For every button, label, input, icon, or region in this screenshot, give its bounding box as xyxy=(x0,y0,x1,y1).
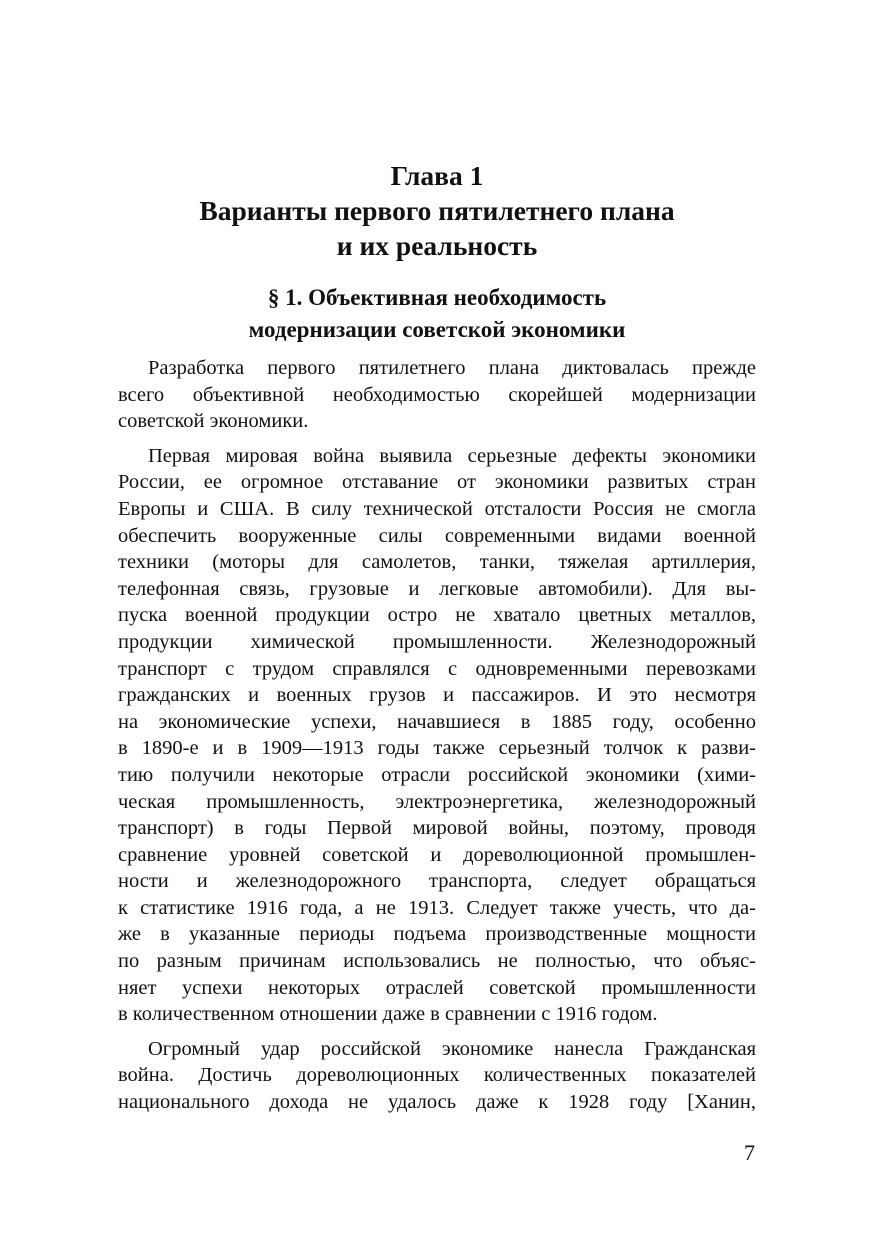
paragraph xyxy=(118,1036,756,1116)
paragraph-line: по разным причинам использовались не полностью, что объяс- xyxy=(118,950,756,973)
paragraph-line: к статистике 1916 года, а не 1913. Следует также учесть, что да- xyxy=(118,896,756,919)
paragraph-line: же в указанные периоды подъема производственные мощности xyxy=(118,923,756,946)
paragraph-line: ческая промышленность, электроэнергетика, железнодорожный xyxy=(118,790,756,813)
paragraph-line: война. Достичь дореволюционных количественных показателей xyxy=(118,1064,756,1087)
paragraph-line: ности и железнодорожного транспорта, следует обращаться xyxy=(118,870,756,893)
chapter-title-line: и их реальность xyxy=(336,230,538,261)
paragraph-line: Разработка первого пятилетнего плана диктовалась прежде xyxy=(148,357,756,379)
section-title-line: § 1. Объективная необходимость xyxy=(267,285,607,310)
section-title-line: модернизации советской экономики xyxy=(248,317,626,342)
section-title xyxy=(118,282,756,346)
paragraph xyxy=(118,355,756,435)
paragraph-line: в 1890-е и в 1909—1913 годы также серьезный толчок к разви- xyxy=(118,737,756,760)
paragraph-line: всего объективной необходимостью скорейшей модернизации xyxy=(118,383,756,406)
paragraph-line: транспорт) в годы Первой мировой войны, поэтому, проводя xyxy=(118,817,756,840)
paragraph-line: Огромный удар российской экономике нанесла Гражданская xyxy=(148,1037,756,1060)
paragraph-line: тию получили некоторые отрасли российской экономики (хими- xyxy=(118,763,756,786)
page-body xyxy=(118,158,756,1124)
paragraph-line: техники (моторы для самолетов, танки, тяжелая артиллерия, xyxy=(118,551,756,574)
paragraph-line: транспорт с трудом справлялся с одновременными перевозками xyxy=(118,657,756,680)
paragraph-line: сравнение уровней советской и дореволюционной промышлен- xyxy=(118,843,756,866)
paragraph-line: национального дохода не удалось даже к 1928 году [Ханин, xyxy=(118,1091,756,1114)
chapter-number: Глава 1 xyxy=(390,160,484,191)
chapter-title-line: Варианты первого пятилетнего плана xyxy=(199,195,675,226)
paragraph xyxy=(118,443,756,1028)
chapter-title xyxy=(118,158,756,263)
paragraph-line: няет успехи некоторых отраслей советской промышленности xyxy=(118,976,756,999)
paragraph-line: в количественном отношении даже в сравнении с 1916 годом. xyxy=(118,1003,658,1026)
paragraph-line: Европы и США. В силу технической отсталости Россия не смогла xyxy=(118,497,756,520)
paragraph-line: обеспечить вооруженные силы современными видами военной xyxy=(118,524,756,547)
paragraph-line: гражданских и военных грузов и пассажиров. И это несмотря xyxy=(118,684,756,707)
page-number: 7 xyxy=(744,1140,755,1165)
body-text xyxy=(118,355,756,1116)
paragraph-line: продукции химической промышленности. Железнодорожный xyxy=(118,630,756,653)
paragraph-line: России, ее огромное отставание от экономики развитых стран xyxy=(118,471,756,494)
paragraph-line: пуска военной продукции остро не хватало цветных металлов, xyxy=(118,604,756,627)
paragraph-line: советской экономики. xyxy=(118,410,309,433)
paragraph-line: на экономические успехи, начавшиеся в 1885 году, особенно xyxy=(118,710,756,733)
paragraph-line: Первая мировая война выявила серьезные дефекты экономики xyxy=(148,444,756,467)
paragraph-line: телефонная связь, грузовые и легковые автомобили). Для вы- xyxy=(118,577,756,600)
